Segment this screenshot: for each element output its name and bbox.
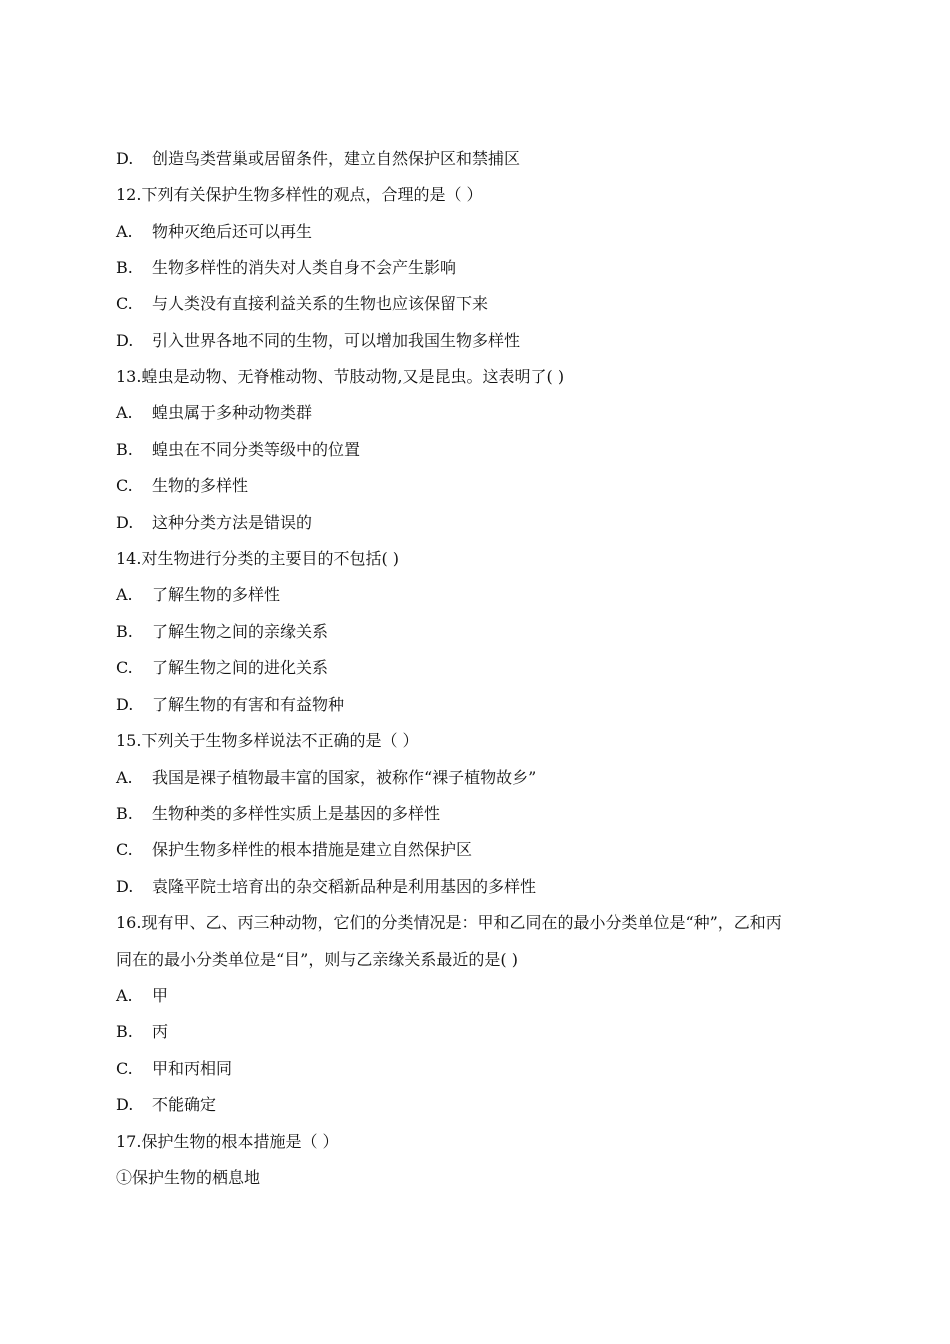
option-text: 创造鸟类营巢或居留条件，建立自然保护区和禁捕区: [152, 149, 521, 168]
option-line: [116, 1022, 168, 1042]
option-letter: B.: [116, 258, 133, 277]
option-letter: C.: [116, 1059, 133, 1078]
option-letter: C.: [116, 294, 133, 313]
option-letter: D.: [116, 331, 134, 350]
option-line: [116, 222, 312, 242]
option-line: [116, 840, 472, 860]
option-line: [116, 513, 312, 533]
question-stem: 16.现有甲、乙、丙三种动物，它们的分类情况是：甲和乙同在的最小分类单位是“种”，乙和丙: [116, 913, 782, 932]
option-letter: D.: [116, 695, 134, 714]
option-line: [116, 403, 312, 423]
option-text: 蝗虫属于多种动物类群: [152, 403, 313, 422]
option-letter: A.: [116, 986, 133, 1005]
option-letter: B.: [116, 1022, 133, 1041]
option-text: 我国是裸子植物最丰富的国家，被称作“裸子植物故乡”: [152, 768, 537, 787]
option-line: [116, 331, 520, 351]
option-text: 丙: [152, 1022, 169, 1041]
option-letter: D.: [116, 1095, 134, 1114]
option-text: 不能确定: [152, 1095, 217, 1114]
option-letter: C.: [116, 658, 133, 677]
question-stem: 15.下列关于生物多样说法不正确的是（ ）: [116, 731, 419, 750]
option-letter: B.: [116, 440, 133, 459]
question-stem-continued: 同在的最小分类单位是“目”，则与乙亲缘关系最近的是( ): [116, 950, 518, 969]
option-letter: C.: [116, 476, 133, 495]
question-stem: 17.保护生物的根本措施是（ ）: [116, 1132, 339, 1151]
option-line: [116, 476, 248, 496]
option-line: [116, 768, 536, 788]
option-line: [116, 440, 360, 460]
statement-item: ①保护生物的栖息地: [116, 1168, 261, 1187]
option-line: [116, 804, 440, 824]
option-letter: C.: [116, 840, 133, 859]
question-stem: 12.下列有关保护生物多样性的观点，合理的是（ ）: [116, 185, 483, 204]
option-text: 甲和丙相同: [152, 1059, 233, 1078]
option-text: 这种分类方法是错误的: [152, 513, 313, 532]
option-line: [116, 1059, 232, 1079]
option-text: 甲: [152, 986, 169, 1005]
option-text: 了解生物之间的进化关系: [152, 658, 329, 677]
option-line: [116, 1095, 216, 1115]
option-text: 袁隆平院士培育出的杂交稻新品种是利用基因的多样性: [152, 877, 537, 896]
option-line: [116, 622, 328, 642]
option-text: 生物的多样性: [152, 476, 249, 495]
option-letter: D.: [116, 877, 134, 896]
option-text: 生物多样性的消失对人类自身不会产生影响: [152, 258, 457, 277]
option-text: 与人类没有直接利益关系的生物也应该保留下来: [152, 294, 489, 313]
option-line: [116, 695, 344, 715]
option-line: [116, 258, 456, 278]
option-text: 物种灭绝后还可以再生: [152, 222, 313, 241]
option-letter: B.: [116, 622, 133, 641]
option-line: [116, 585, 280, 605]
option-line: [116, 986, 168, 1006]
option-text: 蝗虫在不同分类等级中的位置: [152, 440, 361, 459]
option-letter: A.: [116, 222, 133, 241]
option-text: 了解生物之间的亲缘关系: [152, 622, 329, 641]
option-text: 保护生物多样性的根本措施是建立自然保护区: [152, 840, 473, 859]
question-stem: 13.蝗虫是动物、无脊椎动物、节肢动物,又是昆虫。这表明了( ): [116, 367, 565, 386]
option-text: 了解生物的有害和有益物种: [152, 695, 345, 714]
option-letter: A.: [116, 403, 133, 422]
option-letter: A.: [116, 585, 133, 604]
option-letter: D.: [116, 513, 134, 532]
question-stem: 14.对生物进行分类的主要目的不包括( ): [116, 549, 400, 568]
option-text: 了解生物的多样性: [152, 585, 281, 604]
option-text: 生物种类的多样性实质上是基因的多样性: [152, 804, 441, 823]
option-letter: D.: [116, 149, 134, 168]
option-line: [116, 658, 328, 678]
option-line: [116, 149, 520, 169]
option-letter: B.: [116, 804, 133, 823]
option-line: [116, 294, 488, 314]
option-letter: A.: [116, 768, 133, 787]
option-line: [116, 877, 536, 897]
option-text: 引入世界各地不同的生物，可以增加我国生物多样性: [152, 331, 521, 350]
